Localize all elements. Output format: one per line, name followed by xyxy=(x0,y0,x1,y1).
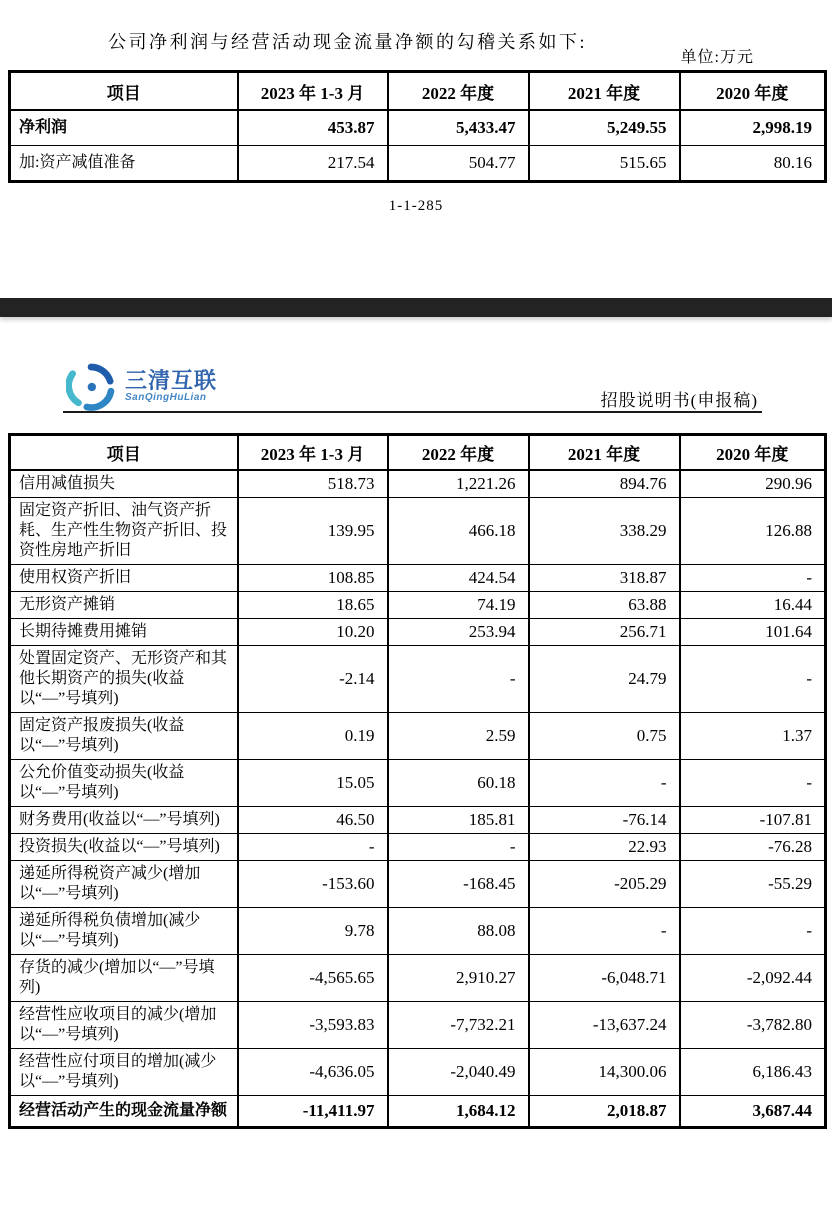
column-header: 2021 年度 xyxy=(529,72,680,111)
value-cell: -4,636.05 xyxy=(238,1049,388,1096)
value-cell: 88.08 xyxy=(388,908,529,955)
row-label: 存货的减少(增加以“—”号填列) xyxy=(10,955,238,1002)
row-label: 公允价值变动损失(收益以“—”号填列) xyxy=(10,760,238,807)
row-label: 递延所得税资产减少(增加以“—”号填列) xyxy=(10,861,238,908)
value-cell: 126.88 xyxy=(680,498,826,565)
table-row xyxy=(10,1096,826,1128)
value-cell: 3,687.44 xyxy=(680,1096,826,1128)
value-cell: - xyxy=(680,760,826,807)
value-cell: -205.29 xyxy=(529,861,680,908)
value-cell: 16.44 xyxy=(680,592,826,619)
value-cell: 6,186.43 xyxy=(680,1049,826,1096)
row-label: 信用减值损失 xyxy=(10,470,238,498)
row-label: 加:资产减值准备 xyxy=(10,146,238,182)
table-header-row xyxy=(10,72,826,111)
row-label: 处置固定资产、无形资产和其他长期资产的损失(收益以“—”号填列) xyxy=(10,646,238,713)
column-header: 2023 年 1-3 月 xyxy=(238,435,388,471)
column-header: 2023 年 1-3 月 xyxy=(238,72,388,111)
value-cell: 9.78 xyxy=(238,908,388,955)
column-header: 2020 年度 xyxy=(680,435,826,471)
value-cell: 253.94 xyxy=(388,619,529,646)
table-row xyxy=(10,1049,826,1096)
company-name: 三清互联 xyxy=(125,368,218,393)
column-header: 2021 年度 xyxy=(529,435,680,471)
value-cell: 139.95 xyxy=(238,498,388,565)
value-cell: 108.85 xyxy=(238,565,388,592)
table-row xyxy=(10,713,826,760)
value-cell: 2,018.87 xyxy=(529,1096,680,1128)
value-cell: 518.73 xyxy=(238,470,388,498)
value-cell: 217.54 xyxy=(238,146,388,182)
table-row xyxy=(10,565,826,592)
page-separator-bar xyxy=(0,298,832,317)
section-intro-text: 公司净利润与经营活动现金流量净额的勾稽关系如下: xyxy=(108,32,587,52)
table-header-row xyxy=(10,435,826,471)
table-row xyxy=(10,619,826,646)
net-profit-reconciliation-table-top xyxy=(8,70,827,183)
cash-flow-reconciliation-table xyxy=(8,433,827,1129)
table-row xyxy=(10,146,826,182)
column-header: 项目 xyxy=(10,435,238,471)
value-cell: -153.60 xyxy=(238,861,388,908)
value-cell: 290.96 xyxy=(680,470,826,498)
value-cell: - xyxy=(388,646,529,713)
company-logo-icon xyxy=(66,362,116,412)
table-row xyxy=(10,592,826,619)
value-cell: 453.87 xyxy=(238,110,388,146)
row-label: 递延所得税负债增加(减少以“—”号填列) xyxy=(10,908,238,955)
value-cell: 24.79 xyxy=(529,646,680,713)
value-cell: 18.65 xyxy=(238,592,388,619)
value-cell: -6,048.71 xyxy=(529,955,680,1002)
row-label: 财务费用(收益以“—”号填列) xyxy=(10,807,238,834)
value-cell: 60.18 xyxy=(388,760,529,807)
value-cell: 424.54 xyxy=(388,565,529,592)
row-label: 固定资产报废损失(收益以“—”号填列) xyxy=(10,713,238,760)
table-row xyxy=(10,1002,826,1049)
value-cell: 22.93 xyxy=(529,834,680,861)
value-cell: 318.87 xyxy=(529,565,680,592)
value-cell: 256.71 xyxy=(529,619,680,646)
table-row xyxy=(10,646,826,713)
value-cell: -76.28 xyxy=(680,834,826,861)
value-cell: 46.50 xyxy=(238,807,388,834)
table-row xyxy=(10,908,826,955)
value-cell: -55.29 xyxy=(680,861,826,908)
value-cell: 101.64 xyxy=(680,619,826,646)
document-type-label: 招股说明书(申报稿) xyxy=(600,391,758,410)
value-cell: - xyxy=(529,760,680,807)
value-cell: - xyxy=(680,565,826,592)
value-cell: -2,040.49 xyxy=(388,1049,529,1096)
table-row xyxy=(10,110,826,146)
value-cell: - xyxy=(388,834,529,861)
value-cell: 80.16 xyxy=(680,146,826,182)
column-header: 项目 xyxy=(10,72,238,111)
value-cell: 185.81 xyxy=(388,807,529,834)
value-cell: 466.18 xyxy=(388,498,529,565)
column-header: 2020 年度 xyxy=(680,72,826,111)
value-cell: - xyxy=(680,908,826,955)
company-logo xyxy=(66,362,217,412)
column-header: 2022 年度 xyxy=(388,435,529,471)
value-cell: -3,593.83 xyxy=(238,1002,388,1049)
value-cell: - xyxy=(238,834,388,861)
value-cell: 15.05 xyxy=(238,760,388,807)
value-cell: 10.20 xyxy=(238,619,388,646)
value-cell: 515.65 xyxy=(529,146,680,182)
value-cell: 5,249.55 xyxy=(529,110,680,146)
row-label: 投资损失(收益以“—”号填列) xyxy=(10,834,238,861)
value-cell: -107.81 xyxy=(680,807,826,834)
value-cell: 2,910.27 xyxy=(388,955,529,1002)
value-cell: -3,782.80 xyxy=(680,1002,826,1049)
row-label: 经营活动产生的现金流量净额 xyxy=(10,1096,238,1128)
row-label: 长期待摊费用摊销 xyxy=(10,619,238,646)
value-cell: 504.77 xyxy=(388,146,529,182)
table-row xyxy=(10,760,826,807)
page-number: 1-1-285 xyxy=(388,198,444,214)
value-cell: 1,221.26 xyxy=(388,470,529,498)
value-cell: 894.76 xyxy=(529,470,680,498)
value-cell: -76.14 xyxy=(529,807,680,834)
value-cell: -4,565.65 xyxy=(238,955,388,1002)
value-cell: -168.45 xyxy=(388,861,529,908)
table-row xyxy=(10,834,826,861)
value-cell: - xyxy=(680,646,826,713)
value-cell: -13,637.24 xyxy=(529,1002,680,1049)
company-logo-text xyxy=(125,370,217,404)
value-cell: - xyxy=(529,908,680,955)
value-cell: -7,732.21 xyxy=(388,1002,529,1049)
company-name-pinyin: SanQingHuLian xyxy=(125,392,207,403)
row-label: 经营性应付项目的增加(减少以“—”号填列) xyxy=(10,1049,238,1096)
value-cell: -11,411.97 xyxy=(238,1096,388,1128)
value-cell: 1.37 xyxy=(680,713,826,760)
column-header: 2022 年度 xyxy=(388,72,529,111)
table-row xyxy=(10,498,826,565)
table-row xyxy=(10,470,826,498)
value-cell: 14,300.06 xyxy=(529,1049,680,1096)
row-label: 使用权资产折旧 xyxy=(10,565,238,592)
value-cell: 74.19 xyxy=(388,592,529,619)
row-label: 固定资产折旧、油气资产折耗、生产性生物资产折旧、投资性房地产折旧 xyxy=(10,498,238,565)
header-divider-line xyxy=(63,411,762,413)
value-cell: 0.75 xyxy=(529,713,680,760)
value-cell: 0.19 xyxy=(238,713,388,760)
value-cell: 63.88 xyxy=(529,592,680,619)
table-row xyxy=(10,807,826,834)
table-row xyxy=(10,861,826,908)
value-cell: 1,684.12 xyxy=(388,1096,529,1128)
row-label: 经营性应收项目的减少(增加以“—”号填列) xyxy=(10,1002,238,1049)
row-label: 净利润 xyxy=(10,110,238,146)
value-cell: 338.29 xyxy=(529,498,680,565)
value-cell: -2,092.44 xyxy=(680,955,826,1002)
row-label: 无形资产摊销 xyxy=(10,592,238,619)
value-cell: 2,998.19 xyxy=(680,110,826,146)
value-cell: -2.14 xyxy=(238,646,388,713)
value-cell: 2.59 xyxy=(388,713,529,760)
value-cell: 5,433.47 xyxy=(388,110,529,146)
table-row xyxy=(10,955,826,1002)
unit-label: 单位:万元 xyxy=(680,49,754,66)
